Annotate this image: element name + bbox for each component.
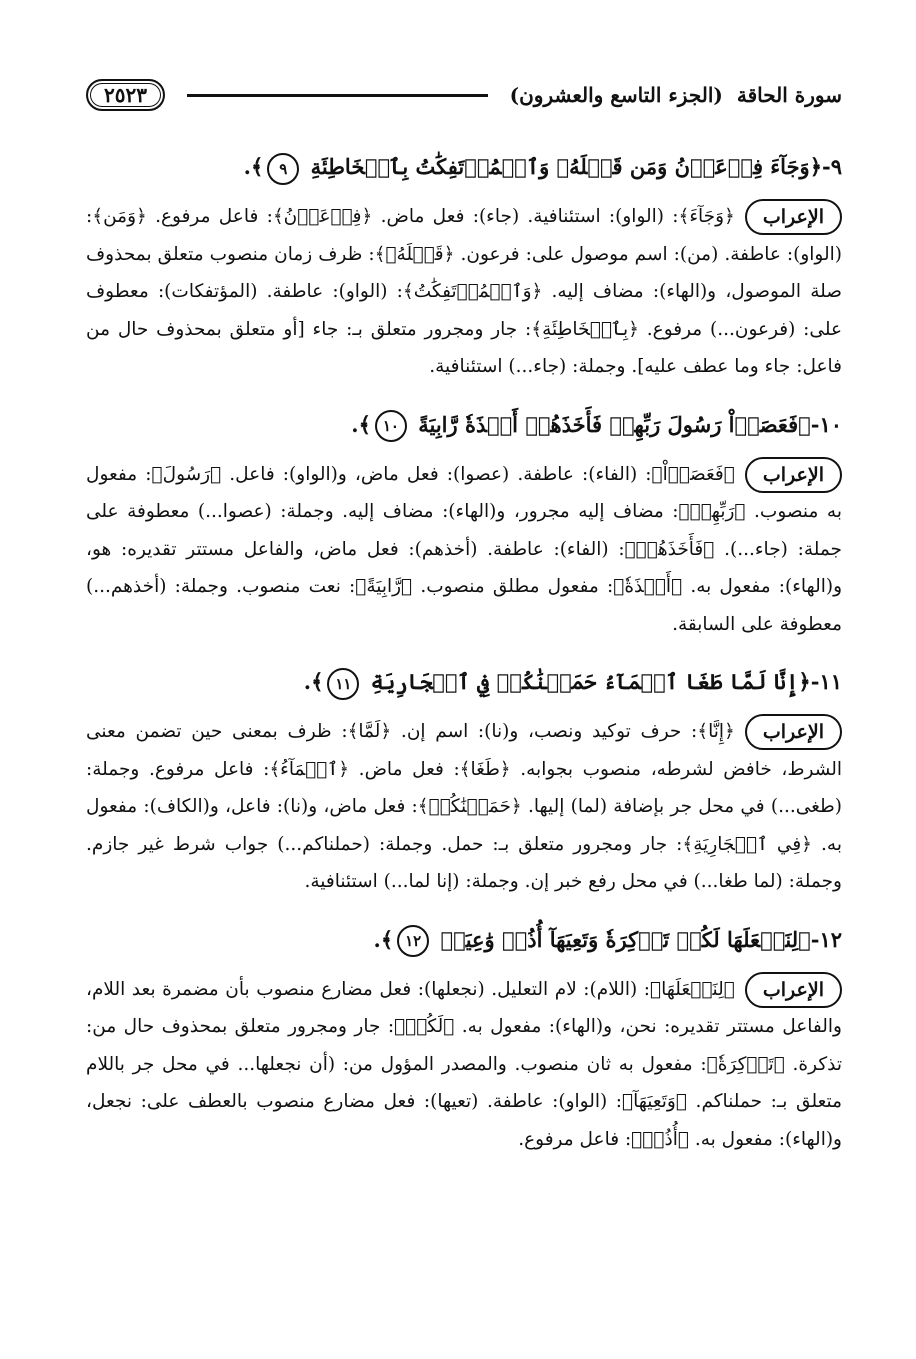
verse-text: ﴿وَجَآءَ فِرۡعَوۡنُ وَمَن قَبۡلَهُۥ وَٱلۡمُؤۡتَفِكَٰتُ بِٱلۡخَاطِئَةِ	[310, 154, 822, 179]
irab-text: ﴿وَجَآءَ﴾: (الواو): استئنافية. (جاء): فعل ماض. ﴿فِرۡعَوۡنُ﴾: فاعل مرفوع. ﴿وَمَن﴾: (الواو): عاطفة. (من): اسم موصول على: فرعون. ﴿قَبۡلَهُۥ﴾: ظرف زمان منصوب متعلق بمحذوف صلة الموصول، و(الهاء): مضاف إليه. ﴿وَٱلۡمُؤۡتَفِكَٰتُ﴾: (الواو): عاطفة. (المؤتفكات): معطوف على: (فرعون...) مرفوع. ﴿بِٱلۡخَاطِئَةِ﴾: جار ومجرور متعلق بـ: جاء [أو متعلق بمحذوف حال من فاعل: جاء وما عطف عليه]. وجملة: (جاء...) استئنافية.	[86, 206, 842, 377]
irab-label: الإعراب	[745, 457, 842, 493]
irab-text: ﴿فَعَصَوۡاْ﴾: (الفاء): عاطفة. (عصوا): فعل ماض، و(الواو): فاعل. ﴿رَسُولَ﴾: مفعول به منصوب. ﴿رَبِّهِمۡ﴾: مضاف إليه مجرور، و(الهاء): مضاف إليه. وجملة: (عصوا...) معطوفة على جملة: (جاء...). ﴿فَأَخَذَهُمۡ﴾: (الفاء): عاطفة. (أخذهم): فعل ماض، والفاعل مستتر تقديره: هو، و(الهاء): مفعول به. ﴿أَخۡذَةٗ﴾: مفعول مطلق منصوب. ﴿رَّابِيَةً﴾: نعت منصوب. وجملة: (أخذهم...) معطوفة على السابقة.	[86, 463, 842, 635]
verse-10	[86, 404, 842, 446]
ayah-number-icon: ١٢	[397, 925, 429, 957]
irab-label: الإعراب	[745, 199, 842, 235]
verse-number: ١٢-	[810, 926, 842, 952]
verse-closing: ﴾.	[243, 154, 264, 179]
verse-number: ١١-	[810, 669, 842, 694]
header-rule	[187, 94, 488, 97]
verse-closing: ﴾.	[373, 926, 394, 952]
page-header	[86, 72, 842, 118]
verse-number: ١٠-	[810, 411, 842, 437]
verse-closing: ﴾.	[303, 669, 324, 694]
verse-closing: ﴾.	[351, 411, 371, 437]
irab-text: ﴿إِنَّا﴾: حرف توكيد ونصب، و(نا): اسم إن. ﴿لَمَّا﴾: ظرف بمعنى حين تضمن معنى الشرط، خافض لشرطه، منصوب بجوابه. ﴿طَغَا﴾: فعل ماض. ﴿ٱلۡمَآءُ﴾: فاعل مرفوع. وجملة: (طغى...) في محل جر بإضافة (لما) إليها. ﴿حَمَلۡنَٰكُمۡ﴾: فعل ماض، و(نا): فاعل، و(الكاف): مفعول به. ﴿فِي ٱلۡجَارِيَةِ﴾: جار ومجرور متعلق بـ: حمل. وجملة: (حملناكم...) جواب شرط غير جازم. وجملة: (لما طغا...) في محل رفع خبر إن. وجملة: (إنا لما...) استئنافية.	[86, 721, 842, 892]
irab-label: الإعراب	[745, 714, 842, 750]
verse-11	[86, 661, 842, 703]
ayah-number-icon: ٩	[267, 153, 299, 185]
irab-paragraph-10	[86, 456, 842, 644]
irab-paragraph-9	[86, 198, 842, 386]
irab-text: ﴿لِنَجۡعَلَهَا﴾: (اللام): لام التعليل. (نجعلها): فعل مضارع منصوب بأن مضمرة بعد اللام، والفاعل مستتر تقديره: نحن، و(الهاء): مفعول به. ﴿لَكُمۡ﴾: جار ومجرور متعلق بمحذوف حال من: تذكرة. ﴿تَذۡكِرَةٗ﴾: مفعول به ثان منصوب. والمصدر المؤول من: (أن نجعلها... في محل جر باللام متعلق بـ: حملناكم. ﴿وَتَعِيَهَآ﴾: (الواو): عاطفة. (تعيها): فعل مضارع منصوب بالعطف على: نجعل، و(الهاء): مفعول به. ﴿أُذُنٞ﴾: فاعل مرفوع.	[86, 978, 842, 1150]
surah-title: سورة الحاقة	[736, 83, 842, 107]
ayah-number-icon: ١١	[327, 668, 359, 700]
verse-text: ﴿فَعَصَوۡاْ رَسُولَ رَبِّهِمۡ فَأَخَذَهُمۡ أَخۡذَةٗ رَّابِيَةً	[418, 411, 811, 437]
page-number: ٢٥٢٣	[86, 79, 165, 111]
verse-text: ﴿إِنَّا لَمَّا طَغَا ٱلۡمَآءُ حَمَلۡنَٰكُمۡ فِي ٱلۡجَارِيَةِ	[370, 669, 811, 694]
verse-text: ﴿لِنَجۡعَلَهَا لَكُمۡ تَذۡكِرَةٗ وَتَعِيَهَآ أُذُنٞ وَٰعِيَةٞ	[440, 926, 811, 952]
ayah-number-icon: ١٠	[375, 410, 407, 442]
content	[86, 146, 842, 1176]
verse-number: ٩-	[822, 154, 842, 179]
part-title: (الجزء التاسع والعشرون)	[509, 83, 723, 107]
irab-paragraph-11	[86, 713, 842, 901]
irab-label: الإعراب	[745, 972, 842, 1008]
verse-9	[86, 146, 842, 188]
verse-12	[86, 919, 842, 961]
irab-paragraph-12	[86, 971, 842, 1159]
